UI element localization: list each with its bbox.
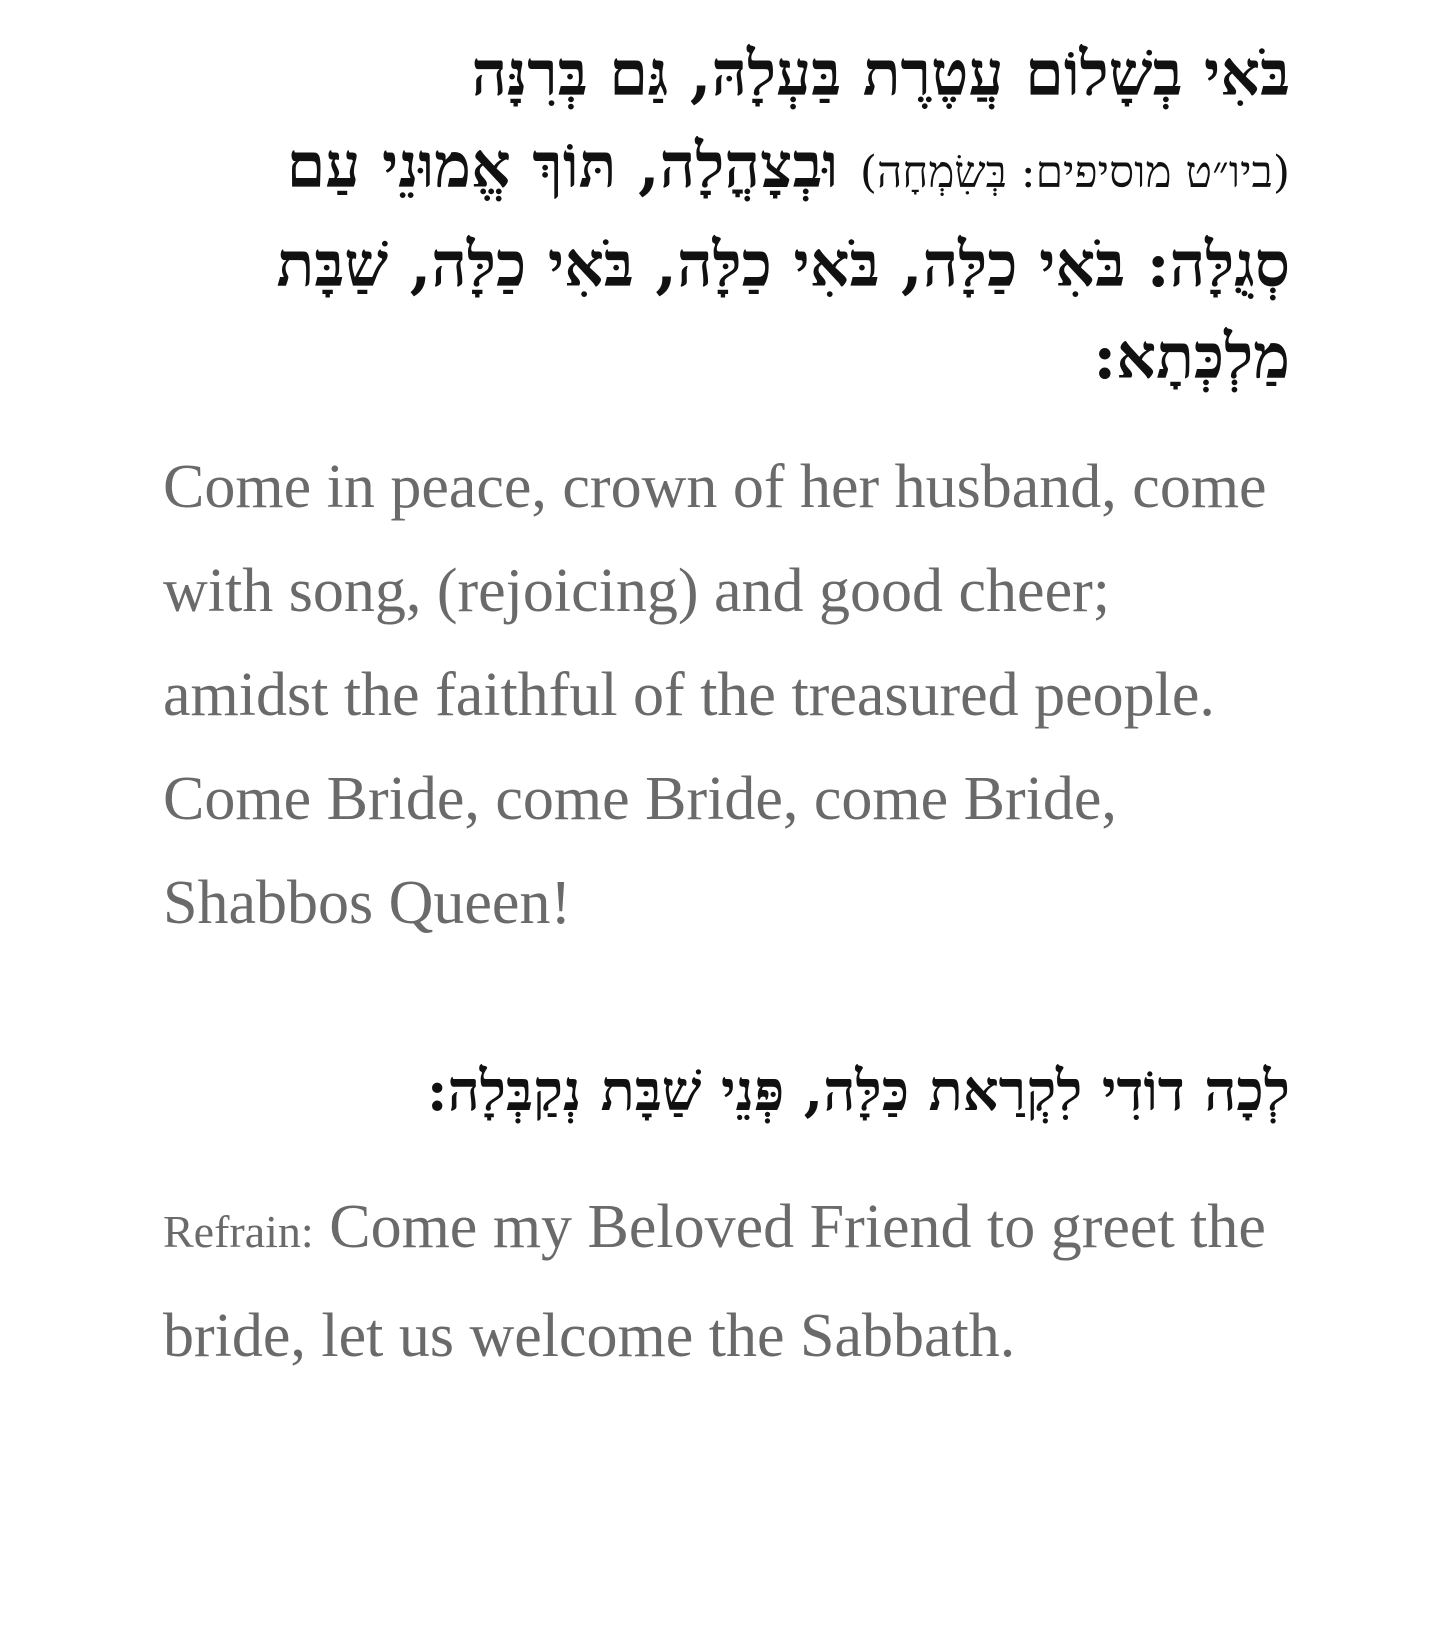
liturgy-content [163, 0, 1290, 1388]
verse-hebrew-part1: בֹּאִי בְשָׁלוֹם עֲטֶרֶת בַּעְלָהּ, גַּם בְּרִנָּה [471, 37, 1290, 110]
holiday-addition-note: (ביו״ט מוסיפים: בְּשִׂמְחָה) [859, 147, 1290, 198]
verse-translation: Come in peace, crown of her husband, come with song, (rejoicing) and good cheer; amidst the faithful of the treasured people. Come Bride, come Bride, come Bride, Shabbos Queen! [163, 453, 1267, 937]
refrain-label: Refrain: [163, 1206, 314, 1257]
refrain-translation [163, 1175, 1290, 1388]
verse-hebrew-part2: וּבְצָהֳלָה, תּוֹךְ אֱמוּנֵי עַם סְגֻלָּה: בֹּאִי כַלָּה, בֹּאִי כַלָּה, בֹּאִי כַלָּה, שַׁבָּת מַלְכְּתָא: [276, 129, 1290, 393]
refrain-hebrew: לְכָה דוֹדִי לִקְרַאת כַּלָּה, פְּנֵי שַׁבָּת נְקַבְּלָה: [426, 1058, 1290, 1124]
refrain-translation-text: Come my Beloved Friend to greet the bride, let us welcome the Sabbath. [163, 1193, 1266, 1370]
verse-hebrew [163, 28, 1290, 403]
